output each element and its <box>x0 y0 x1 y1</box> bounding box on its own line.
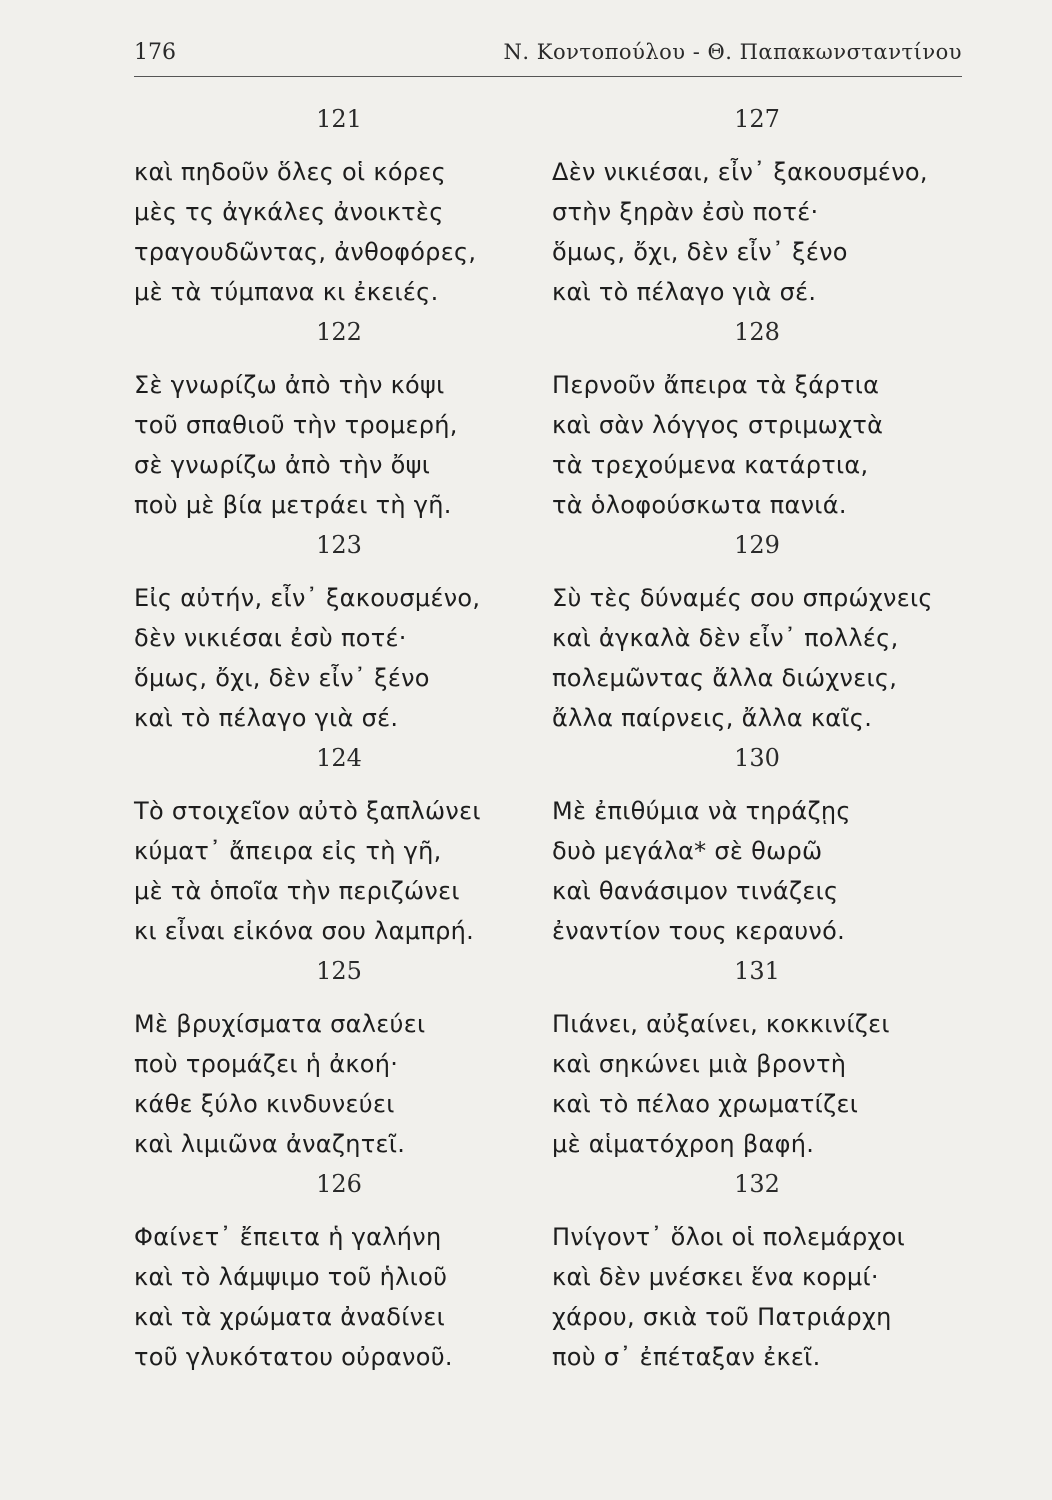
stanza-number: 125 <box>316 957 362 985</box>
stanza <box>552 526 962 739</box>
verse-line: τὰ ὁλοφούσκωτα πανιά. <box>552 491 847 519</box>
verse-line: Τὸ στοιχεῖον αὐτὸ ξαπλώνει <box>134 797 481 825</box>
verse-line: καὶ ἀγκαλὰ δὲν εἶν᾽ πολλές, <box>552 624 899 652</box>
stanza-number: 122 <box>316 318 362 346</box>
stanza-number: 126 <box>316 1170 362 1198</box>
stanza-lines <box>134 152 544 312</box>
stanza-lines <box>134 578 544 738</box>
verse-line: μὲς τς ἀγκάλες ἀνοικτὲς <box>134 198 444 226</box>
verse-line: κι εἶναι εἰκόνα σου λαμπρή. <box>134 917 475 945</box>
verse-line: τοῦ γλυκότατου οὐρανοῦ. <box>134 1343 453 1371</box>
verse-line: ποὺ σ᾽ ἐπέταξαν ἐκεῖ. <box>552 1343 821 1371</box>
stanza-number: 127 <box>734 105 780 133</box>
stanza-lines <box>134 791 544 951</box>
page-header <box>134 38 962 82</box>
stanza-lines <box>552 578 962 738</box>
stanza-number: 124 <box>316 744 362 772</box>
stanza <box>134 952 544 1165</box>
verse-line: καὶ σὰν λόγγος στριμωχτὰ <box>552 411 884 439</box>
right-column <box>552 100 962 1378</box>
verse-line: κύματ᾽ ἄπειρα εἰς τὴ γῆ, <box>134 837 442 865</box>
verse-line: καὶ τὸ πέλαγο γιὰ σέ. <box>552 278 817 306</box>
verse-line: καὶ τὰ χρώματα ἀναδίνει <box>134 1303 446 1331</box>
stanza-number: 123 <box>316 531 362 559</box>
verse-line: καὶ τὸ πέλαο χρωματίζει <box>552 1090 859 1118</box>
verse-line: μὲ τὰ τύμπανα κι ἐκειές. <box>134 278 439 306</box>
stanza-lines <box>134 365 544 525</box>
verse-line: Μὲ βρυχίσματα σαλεύει <box>134 1010 426 1038</box>
stanza <box>552 1165 962 1378</box>
stanza-lines <box>552 365 962 525</box>
verse-line: ποὺ μὲ βία μετράει τὴ γῆ. <box>134 491 452 519</box>
verse-line: στὴν ξηρὰν ἐσὺ ποτέ· <box>552 198 819 226</box>
header-rule <box>134 76 962 77</box>
verse-line: καὶ τὸ λάμψιμο τοῦ ἡλιοῦ <box>134 1263 448 1291</box>
verse-line: Πιάνει, αὐξαίνει, κοκκινίζει <box>552 1010 890 1038</box>
verse-line: τραγουδῶντας, ἀνθοφόρες, <box>134 238 477 266</box>
verse-line: Δὲν νικιέσαι, εἶν᾽ ξακουσμένο, <box>552 158 928 186</box>
verse-line: ἐναντίον τους κεραυνό. <box>552 917 846 945</box>
verse-line: ἄλλα παίρνεις, ἄλλα καῖς. <box>552 704 873 732</box>
stanza <box>552 100 962 313</box>
verse-line: καὶ δὲν μνέσκει ἕνα κορμί· <box>552 1263 879 1291</box>
verse-line: καὶ σηκώνει μιὰ βροντὴ <box>552 1050 847 1078</box>
verse-line: Εἰς αὐτήν, εἶν᾽ ξακουσμένο, <box>134 584 481 612</box>
stanza-lines <box>134 1004 544 1164</box>
verse-line: Πνίγοντ᾽ ὅλοι οἱ πολεμάρχοι <box>552 1223 906 1251</box>
verse-line: Φαίνετ᾽ ἔπειτα ἡ γαλήνη <box>134 1223 442 1251</box>
stanza <box>134 1165 544 1378</box>
verse-line: κάθε ξύλο κινδυνεύει <box>134 1090 395 1118</box>
verse-line: δὲν νικιέσαι ἐσὺ ποτέ· <box>134 624 407 652</box>
stanza <box>134 526 544 739</box>
stanza <box>552 952 962 1165</box>
verse-line: χάρου, σκιὰ τοῦ Πατριάρχη <box>552 1303 892 1331</box>
verse-line: καὶ πηδοῦν ὅλες οἱ κόρες <box>134 158 446 186</box>
verse-line: δυὸ μεγάλα* σὲ θωρῶ <box>552 837 823 865</box>
verse-line: καὶ θανάσιμον τινάζεις <box>552 877 839 905</box>
stanza-number: 130 <box>734 744 780 772</box>
stanza-lines <box>552 1004 962 1164</box>
stanza <box>552 739 962 952</box>
stanza-number: 132 <box>734 1170 780 1198</box>
stanza <box>134 739 544 952</box>
verse-line: καὶ τὸ πέλαγο γιὰ σέ. <box>134 704 399 732</box>
verse-line: Μὲ ἐπιθύμια νὰ τηράζῃς <box>552 797 851 825</box>
running-head: Ν. Κοντοπούλου - Θ. Παπακωνσταντίνου <box>503 40 962 64</box>
stanza-lines <box>552 791 962 951</box>
verse-line: καὶ λιμιῶνα ἀναζητεῖ. <box>134 1130 406 1158</box>
verse-line: ὅμως, ὄχι, δὲν εἶν᾽ ξένο <box>552 238 848 266</box>
stanza <box>134 313 544 526</box>
verse-line: τοῦ σπαθιοῦ τὴν τρομερή, <box>134 411 458 439</box>
verse-line: πολεμῶντας ἄλλα διώχνεις, <box>552 664 898 692</box>
stanza-number: 129 <box>734 531 780 559</box>
stanza <box>552 313 962 526</box>
verse-line: μὲ αἱματόχροη βαφή. <box>552 1130 815 1158</box>
left-column <box>134 100 544 1378</box>
stanza-number: 128 <box>734 318 780 346</box>
stanza <box>134 100 544 313</box>
verse-line: Σὲ γνωρίζω ἀπὸ τὴν κόψι <box>134 371 445 399</box>
verse-line: σὲ γνωρίζω ἀπὸ τὴν ὄψι <box>134 451 431 479</box>
stanza-number: 121 <box>316 105 362 133</box>
page-number: 176 <box>134 40 176 65</box>
verse-line: ποὺ τρομάζει ἡ ἀκοή· <box>134 1050 399 1078</box>
stanza-lines <box>552 1217 962 1377</box>
verse-line: ὅμως, ὄχι, δὲν εἶν᾽ ξένο <box>134 664 430 692</box>
verse-line: τὰ τρεχούμενα κατάρτια, <box>552 451 869 479</box>
stanza-number: 131 <box>734 957 780 985</box>
verse-line: Περνοῦν ἄπειρα τὰ ξάρτια <box>552 371 880 399</box>
verse-line: μὲ τὰ ὁποῖα τὴν περιζώνει <box>134 877 460 905</box>
stanza-lines <box>134 1217 544 1377</box>
stanza-lines <box>552 152 962 312</box>
verse-line: Σὺ τὲς δύναμές σου σπρώχνεις <box>552 584 933 612</box>
